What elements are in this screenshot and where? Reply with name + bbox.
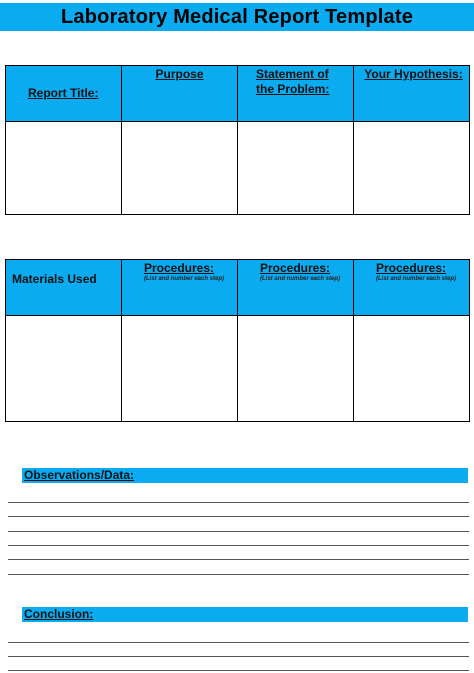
procedures-label: Procedures: — [260, 261, 331, 275]
procedures-header-3 — [354, 260, 470, 316]
procedures-label: Procedures: — [144, 261, 215, 275]
statement-cell[interactable] — [238, 122, 354, 215]
hypothesis-label: Your Hypothesis: — [364, 67, 463, 81]
observation-line[interactable] — [8, 545, 469, 546]
procedures-label: Procedures: — [376, 261, 447, 275]
conclusion-line[interactable] — [8, 670, 469, 671]
page-title: Laboratory Medical Report Template — [0, 3, 474, 31]
report-title-header — [6, 66, 122, 122]
hypothesis-header — [354, 66, 470, 122]
purpose-header — [122, 66, 238, 122]
hypothesis-cell[interactable] — [354, 122, 470, 215]
procedures-note: (List and number each step) — [144, 276, 225, 282]
procedures-cell-1[interactable] — [122, 316, 238, 422]
conclusion-heading: Conclusion: — [22, 607, 468, 622]
purpose-cell[interactable] — [122, 122, 238, 215]
materials-procedures-table — [5, 259, 470, 422]
observation-line[interactable] — [8, 516, 469, 517]
report-title-label: Report Title: — [28, 86, 99, 100]
purpose-label: Purpose — [155, 67, 204, 81]
procedures-note: (List and number each step) — [260, 276, 341, 282]
materials-cell[interactable] — [6, 316, 122, 422]
observation-line[interactable] — [8, 531, 469, 532]
procedures-cell-2[interactable] — [238, 316, 354, 422]
observation-line[interactable] — [8, 502, 469, 503]
observations-heading: Observations/Data: — [22, 468, 468, 483]
conclusion-line[interactable] — [8, 642, 469, 643]
procedures-header-2 — [238, 260, 354, 316]
procedures-cell-3[interactable] — [354, 316, 470, 422]
materials-label: Materials Used — [12, 272, 97, 286]
procedures-note: (List and number each step) — [376, 276, 457, 282]
materials-header — [6, 260, 122, 316]
observation-line[interactable] — [8, 559, 469, 560]
report-info-table — [5, 65, 470, 215]
statement-header — [238, 66, 354, 122]
report-title-cell[interactable] — [6, 122, 122, 215]
observation-line[interactable] — [8, 574, 469, 575]
conclusion-line[interactable] — [8, 656, 469, 657]
statement-label: Statement of the Problem: — [256, 67, 330, 96]
procedures-header-1 — [122, 260, 238, 316]
